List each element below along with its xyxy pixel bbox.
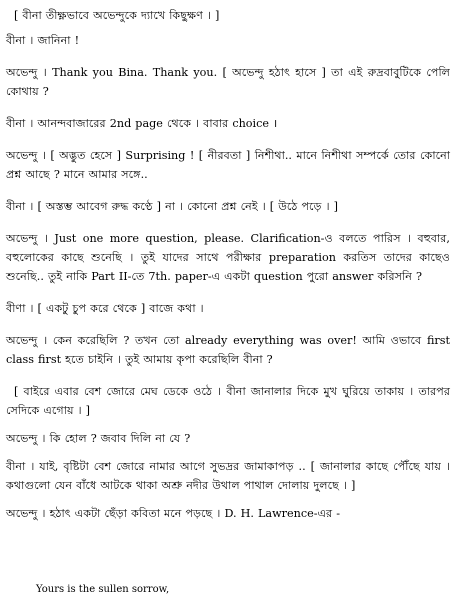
dialogue-line: বীনা । যাই, বৃষ্টিটা বেশ জোরে নামার আগে সুভদ্রর জামাকাপড় .. [ জানালার কাছে পৌঁছে যায় । কথাগুলো যেন বাঁধে আটকে থাকা অশ্রু নদীর উথাল পাথাল দোলায় দুলছে । ] [6,460,450,492]
dialogue-line: অভেন্দু । Just one more question, please. Clarification-ও বলতে পারিস । বহুবার, বহুলোকের কাছে শুনেছি । তুই যাদের সাথে পরীক্ষার preparation করতিস তাদের কাছেও শুনেছি.. তুই নাকি Part II-তে 7th. paper-এ একটা question পুরো answer করিসনি ? [6,232,450,283]
dialogue-line: অভেন্দু । [ অদ্ভুত হেসে ] Surprising ! [ নীরবতা ] নিশীথা.. মানে নিশীথা সম্পর্কে তোর কোনো প্রশ্ন আছে ? মানে আমার সঙ্গে.. [6,149,450,181]
dialogue-line: অভেন্দু । কি হোল ? জবাব দিলি না যে ? [6,432,191,445]
dialogue-line: বীনা । জানিনা ! [6,34,80,47]
dialogue-line: অভেন্দু । কেন করেছিলি ? তখন তো already everything was over! আমি ওভাবে first class first হতে চাইনি । তুই আমায় কৃপা করেছিলি বীনা ? [6,334,450,366]
stage-direction: [ বাইরে এবার বেশ জোরে মেঘ ডেকে ওঠে । বীনা জানালার দিকে মুখ ঘুরিয়ে তাকায় । তারপর সেদিকে এগোয় । ] [6,385,450,417]
dialogue-line: বীনা । [ অস্তম্ভ আবেগ রুদ্ধ কণ্ঠে ] না । কোনো প্রশ্ন নেই । [ উঠে পড়ে । ] [6,200,339,213]
dialogue-line: অভেন্দু । হঠাৎ একটা ছেঁড়া কবিতা মনে পড়ছে । D. H. Lawrence-এর - [6,507,341,520]
stage-direction: [ বীনা তীক্ষ্ণভাবে অভেন্দুকে দ্যাখে কিছুক্ষণ । ] [14,9,220,22]
poem-line: Yours is the sullen sorrow, [36,584,170,595]
dialogue-line: বীনা । আনন্দবাজারের 2nd page থেকে । বাবার choice । [6,117,278,130]
dialogue-line: অভেন্দু । Thank you Bina. Thank you. [ অভেন্দু হঠাৎ হাসে ] তা এই রুদ্রবাবুটিকে পেলি কোথায় ? [6,66,450,98]
dialogue-line: বীণা । [ একটু চুপ করে থেকে ] বাজে কথা । [6,302,204,315]
